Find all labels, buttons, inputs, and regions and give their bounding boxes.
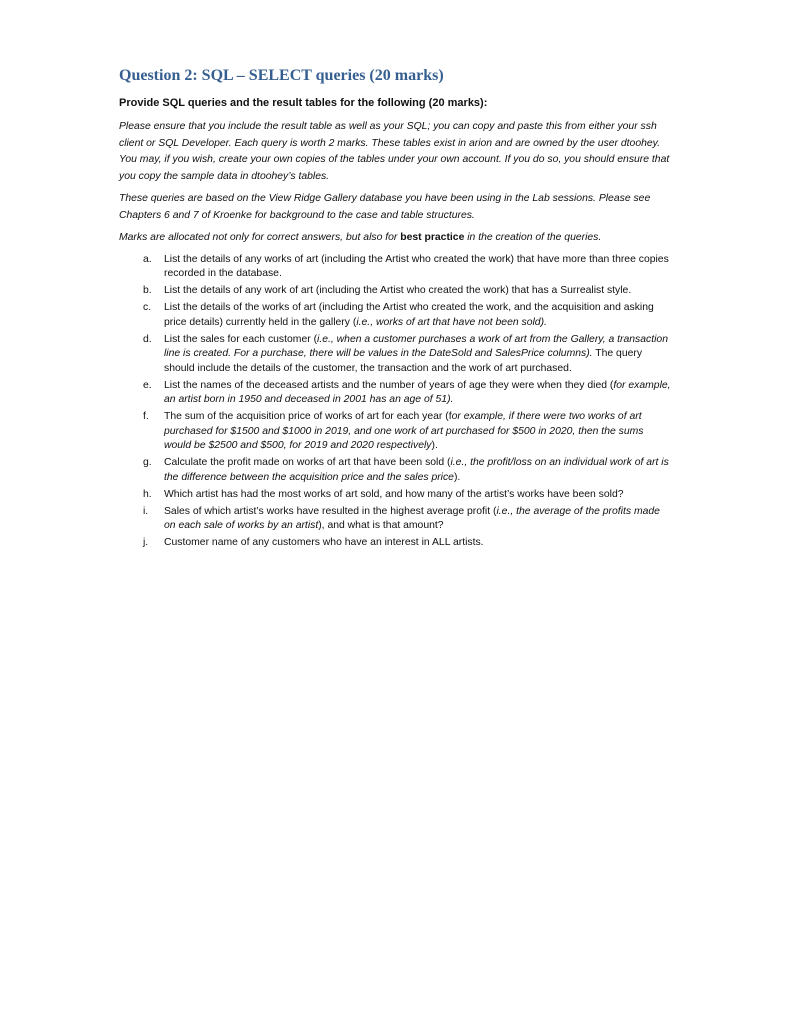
question-item-text: Which artist has had the most works of art sold, and how many of the artist’s works have been sold? [164, 488, 624, 500]
question-item-text: ). [453, 471, 461, 483]
question-item [119, 456, 671, 485]
question-item-marker: j. [143, 537, 149, 548]
question-item-marker: i. [143, 505, 149, 517]
question-item [119, 410, 671, 454]
question-item-text: List the names of the deceased artists and the number of years of age they were when they died ( [164, 379, 614, 391]
instructions-paragraph-2: These queries are based on the View Ridge Gallery database you have been using in the Lab sessions. Please see Chapters 6 and 7 of Kroenke for background to the case and table structures. [119, 193, 651, 221]
question-item [119, 379, 671, 408]
question-item-marker: b. [143, 285, 152, 296]
question-item-text: The query should include the details of the customer, the transaction and the work of art purchased. [164, 348, 643, 374]
paragraph-3-text-after: in the creation of the queries. [464, 232, 602, 243]
question-item-text: i.e., when a customer purchases a work of art from the Gallery, a transaction line is created. For a purchase, there will be values in the DateSold and SalesPrice columns). [164, 333, 668, 359]
instructions-subheading: Provide SQL queries and the result tables for the following (20 marks): [119, 97, 488, 109]
question-item-marker: e. [143, 379, 152, 391]
instructions-paragraph-3 [119, 230, 671, 247]
question-item-marker: c. [143, 302, 152, 313]
question-item-text: ), and what is that amount? [318, 520, 444, 531]
question-item [119, 505, 671, 534]
question-item [119, 536, 671, 551]
question-item [119, 488, 671, 503]
question-item-text: List the details of any work of art (including the Artist who created the work) that has a Surrealist style. [164, 285, 632, 296]
question-item-text: Calculate the profit made on works of art that have been sold ( [164, 457, 451, 468]
document-page [119, 66, 671, 553]
question-item-text: List the sales for each customer ( [164, 333, 318, 345]
question-item-text: or example, if there were two works of art purchased for $1500 and $1000 in 2019, and one work of art purchased for $500 in 2020, then the sums would be $2500 and $500, for 2019 and 2020 respectively [164, 411, 644, 451]
question-item-text: for example, an artist born in 1950 and deceased in 2001 has an age of 51). [164, 379, 671, 405]
question-item-marker: d. [143, 333, 152, 345]
question-item [119, 301, 671, 330]
question-item-text: i.e., the profit/loss on an individual work of art is the difference between the acquisition price and the sales price [164, 457, 669, 483]
question-item [119, 333, 671, 377]
question-item-marker: h. [143, 488, 152, 500]
instructions-paragraph-1: Please ensure that you include the result table as well as your SQL; you can copy and paste this from either your ssh client or SQL Developer. Each query is worth 2 marks. These tables exist in arion and are owned by the user dtoohey. You may, if you wish, create your own copies of the tables under your own account. If you do so, you should ensure that you copy the sample data in dtoohey’s tables. [119, 121, 670, 182]
question-item-text: i.e., the average of the profits made on each sale of works by an artist [164, 505, 660, 531]
question-item [119, 253, 671, 282]
question-item-text: Sales of which artist’s works have resulted in the highest average profit ( [164, 505, 497, 517]
question-item-text: ). [431, 440, 438, 451]
question-item-text: List the details of the works of art (including the Artist who created the work, and the acquisition and asking price details) currently held in the gallery ( [164, 302, 654, 328]
question-item-text: List the details of any works of art (including the Artist who created the work) that have more than three copies recorded in the database. [164, 253, 669, 279]
question-item-text: Customer name of any customers who have an interest in ALL artists. [164, 537, 484, 548]
question-item-marker: g. [143, 457, 152, 468]
question-list [119, 253, 671, 551]
question-item-text: i.e., works of art that have not been sold). [356, 316, 547, 328]
question-item [119, 284, 671, 299]
question-heading: Question 2: SQL – SELECT queries (20 marks) [119, 67, 444, 84]
question-item-marker: a. [143, 253, 152, 265]
paragraph-3-text-before: Marks are allocated not only for correct answers, but also for [119, 232, 401, 243]
best-practice-emphasis: best practice [400, 232, 465, 243]
question-item-marker: f. [143, 411, 149, 422]
question-item-text: The sum of the acquisition price of works of art for each year (f [164, 411, 452, 422]
